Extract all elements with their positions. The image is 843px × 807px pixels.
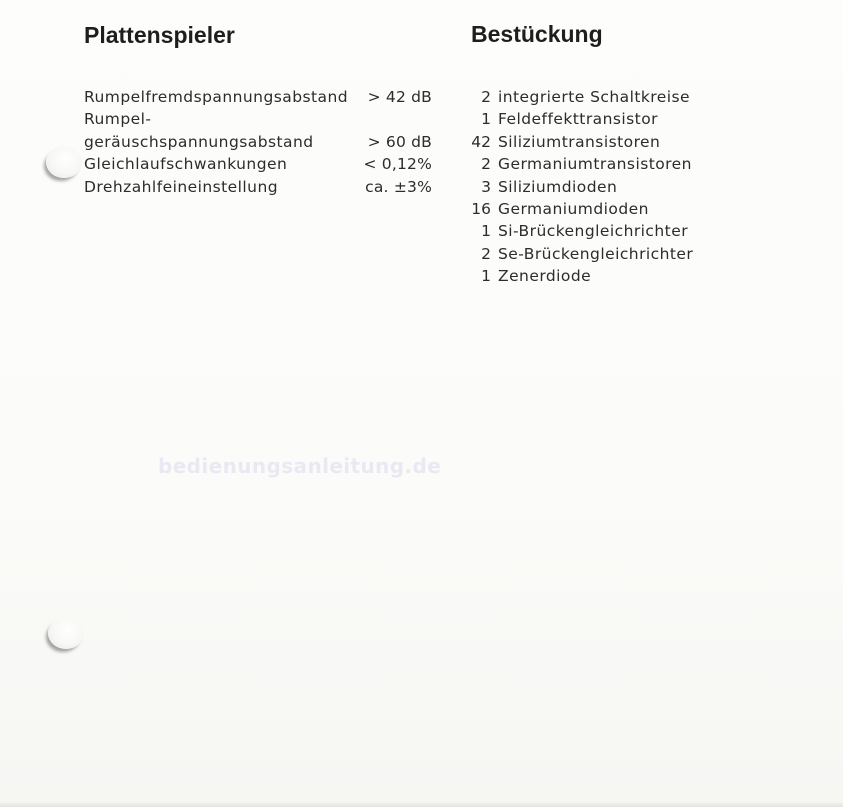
spec-value: < 0,12% — [363, 155, 432, 174]
spec-label: Rumpel- — [84, 110, 152, 129]
spec-value: > 60 dB — [367, 132, 432, 151]
part-name: Siliziumdioden — [498, 177, 618, 196]
part-row — [466, 176, 726, 198]
part-name: Germaniumdioden — [498, 199, 649, 218]
part-quantity: 3 — [481, 177, 491, 196]
part-name: integrierte Schaltkreise — [498, 88, 691, 106]
part-name: Siliziumtransistoren — [498, 132, 661, 151]
part-row — [466, 220, 726, 242]
part-quantity: 2 — [481, 155, 491, 174]
spec-row — [84, 86, 434, 108]
punch-hole-bottom — [48, 617, 84, 649]
part-quantity: 2 — [481, 88, 491, 106]
part-quantity: 1 — [481, 222, 491, 241]
spec-row — [84, 153, 434, 175]
part-row — [466, 108, 726, 130]
part-quantity: 2 — [481, 244, 491, 263]
spec-row — [84, 108, 434, 130]
part-quantity: 42 — [471, 132, 491, 151]
part-name: Zenerdiode — [498, 267, 592, 286]
part-quantity: 1 — [481, 267, 491, 286]
part-quantity: 1 — [481, 110, 491, 129]
page-bottom-edge — [0, 801, 843, 807]
spec-row — [84, 131, 434, 153]
part-name: Se-Brückengleichrichter — [498, 244, 694, 263]
part-row — [466, 265, 726, 287]
part-row — [466, 131, 726, 153]
spec-label: Drehzahlfeineinstellung — [84, 177, 279, 196]
part-name: Feldeffekttransistor — [498, 110, 658, 129]
part-row — [466, 198, 726, 220]
bestueckung-heading: Bestückung — [471, 21, 603, 47]
spec-value: > 42 dB — [367, 88, 432, 106]
spec-row — [84, 176, 434, 198]
part-row — [466, 86, 726, 108]
part-row — [466, 243, 726, 265]
part-quantity: 16 — [471, 199, 491, 218]
part-row — [466, 153, 726, 175]
spec-label: geräuschspannungsabstand — [84, 132, 314, 151]
bestueckung-parts-list — [466, 86, 726, 288]
watermark-text: bedienungsanleitung.de — [158, 454, 442, 478]
plattenspieler-heading: Plattenspieler — [84, 22, 235, 48]
spec-label: Rumpelfremdspannungsabstand — [84, 88, 349, 106]
part-name: Germaniumtransistoren — [498, 155, 692, 174]
plattenspieler-spec-list — [84, 86, 434, 198]
spec-value: ca. ±3% — [365, 177, 432, 196]
punch-hole-top — [46, 146, 82, 178]
spec-label: Gleichlaufschwankungen — [84, 155, 288, 174]
part-name: Si-Brückengleichrichter — [498, 222, 689, 241]
